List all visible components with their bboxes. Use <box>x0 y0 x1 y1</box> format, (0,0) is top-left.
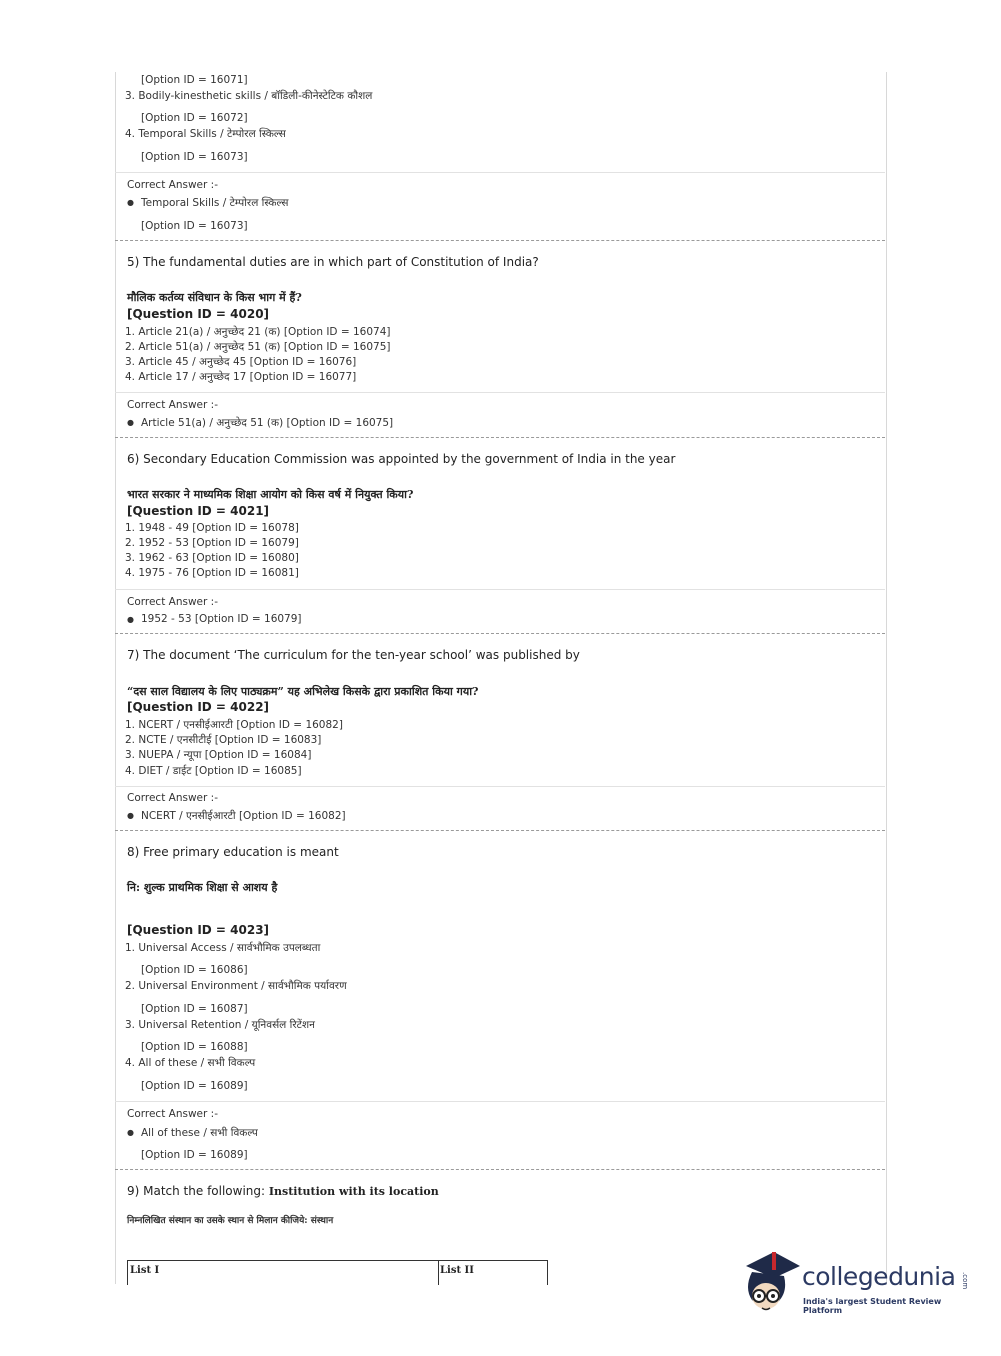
q7-hindi: “दस साल विद्यालय के लिए पाठ्यक्रम” यह अभिलेख किसके द्वारा प्रकाशित किया गया? <box>127 685 479 698</box>
q4-option4-id: [Option ID = 16073] <box>141 151 248 163</box>
q5-option: 3. Article 45 / अनुच्छेद 45 [Option ID = 16076] <box>125 356 357 368</box>
q4-option3-id: [Option ID = 16072] <box>141 112 248 124</box>
q8-option-id: [Option ID = 16087] <box>141 1003 248 1015</box>
q7-question-id: [Question ID = 4022] <box>127 700 270 714</box>
q5-answer: ● Article 51(a) / अनुच्छेद 51 (क) [Option ID = 16075] <box>141 416 393 430</box>
divider <box>115 172 885 173</box>
q4-option3: 3. Bodily-kinesthetic skills / बॉडिली-कीनेस्टेटिक कौशल <box>125 90 373 102</box>
q8-option: 3. Universal Retention / यूनिवर्सल रिटेंशन <box>125 1019 315 1031</box>
q7-option: 3. NUEPA / न्यूपा [Option ID = 16084] <box>125 749 312 761</box>
q7-option: 4. DIET / डाईट [Option ID = 16085] <box>125 765 302 777</box>
q9-title-prefix: 9) Match the following: <box>127 1184 269 1198</box>
logo-name: collegedunia <box>802 1262 956 1291</box>
q5-title: 5) The fundamental duties are in which part of Constitution of India? <box>127 255 539 269</box>
divider <box>115 392 885 393</box>
q6-option: 1. 1948 - 49 [Option ID = 16078] <box>125 522 299 534</box>
q8-hindi: नि: शुल्क प्राथमिक शिक्षा से आशय है <box>127 881 278 894</box>
q9-title <box>127 1184 439 1198</box>
q4-option4: 4. Temporal Skills / टेम्पोरल स्किल्स <box>125 128 286 140</box>
q4-correct-label: Correct Answer :- <box>127 179 218 191</box>
q6-option: 3. 1962 - 63 [Option ID = 16080] <box>125 552 299 564</box>
q7-title: 7) The document ‘The curriculum for the ten-year school’ was published by <box>127 648 580 662</box>
divider <box>115 1101 885 1102</box>
q6-option: 4. 1975 - 76 [Option ID = 16081] <box>125 567 299 579</box>
q6-answer: ● 1952 - 53 [Option ID = 16079] <box>141 613 302 625</box>
list-1-header: List I <box>130 1265 160 1276</box>
q6-title: 6) Secondary Education Commission was appointed by the government of India in the year <box>127 452 676 466</box>
q6-question-id: [Question ID = 4021] <box>127 504 270 518</box>
q8-question-id: [Question ID = 4023] <box>127 923 270 937</box>
q8-correct-label: Correct Answer :- <box>127 1108 218 1120</box>
q5-question-id: [Question ID = 4020] <box>127 307 270 321</box>
q5-option: 1. Article 21(a) / अनुच्छेद 21 (क) [Option ID = 16074] <box>125 326 391 338</box>
q5-option: 2. Article 51(a) / अनुच्छेद 51 (क) [Option ID = 16075] <box>125 341 391 353</box>
q5-hindi: मौलिक कर्तव्य संविधान के किस भाग में हैं? <box>127 291 302 304</box>
question-separator <box>115 240 885 241</box>
q8-title: 8) Free primary education is meant <box>127 845 339 859</box>
question-separator <box>115 830 885 831</box>
q6-option: 2. 1952 - 53 [Option ID = 16079] <box>125 537 299 549</box>
table-divider <box>438 1261 439 1285</box>
collegedunia-logo <box>740 1248 970 1316</box>
q8-option-id: [Option ID = 16086] <box>141 964 248 976</box>
q7-correct-label: Correct Answer :- <box>127 792 218 804</box>
match-table <box>127 1260 548 1285</box>
q4-answer-id: [Option ID = 16073] <box>141 220 248 232</box>
logo-tagline: India's largest Student Review Platform <box>803 1297 942 1315</box>
q5-correct-label: Correct Answer :- <box>127 399 218 411</box>
q5-option: 4. Article 17 / अनुच्छेद 17 [Option ID = 16077] <box>125 371 357 383</box>
q8-option: 1. Universal Access / सार्वभौमिक उपलब्धता <box>125 942 321 954</box>
q8-answer: ● All of these / सभी विकल्प <box>141 1126 258 1140</box>
divider <box>115 589 885 590</box>
question-separator <box>115 1169 885 1170</box>
q8-option: 2. Universal Environment / सार्वभौमिक पर्यावरण <box>125 980 347 992</box>
divider <box>115 786 885 787</box>
question-separator <box>115 633 885 634</box>
q9-title-suffix: Institution with its location <box>268 1185 439 1198</box>
q4-answer: ● Temporal Skills / टेम्पोरल स्किल्स <box>141 196 289 210</box>
logo-com: .com <box>961 1272 969 1290</box>
q6-correct-label: Correct Answer :- <box>127 596 218 608</box>
student-mascot-icon <box>740 1248 802 1316</box>
q7-answer: ● NCERT / एनसीईआरटी [Option ID = 16082] <box>141 809 346 823</box>
q8-answer-id: [Option ID = 16089] <box>141 1149 248 1161</box>
q6-hindi: भारत सरकार ने माध्यमिक शिक्षा आयोग को किस वर्ष में नियुक्त किया? <box>127 488 414 501</box>
q7-option: 2. NCTE / एनसीटीई [Option ID = 16083] <box>125 734 322 746</box>
q4-option2-id: [Option ID = 16071] <box>141 74 248 86</box>
q9-hindi: निम्नलिखित संस्थान का उसके स्थान से मिलान कीजिये: संस्थान <box>127 1216 334 1226</box>
q8-option-id: [Option ID = 16089] <box>141 1080 248 1092</box>
question-paper-sheet <box>115 72 887 1284</box>
question-separator <box>115 437 885 438</box>
q8-option-id: [Option ID = 16088] <box>141 1041 248 1053</box>
list-2-header: List II <box>440 1265 474 1276</box>
q7-option: 1. NCERT / एनसीईआरटी [Option ID = 16082] <box>125 719 343 731</box>
q8-option: 4. All of these / सभी विकल्प <box>125 1057 256 1069</box>
